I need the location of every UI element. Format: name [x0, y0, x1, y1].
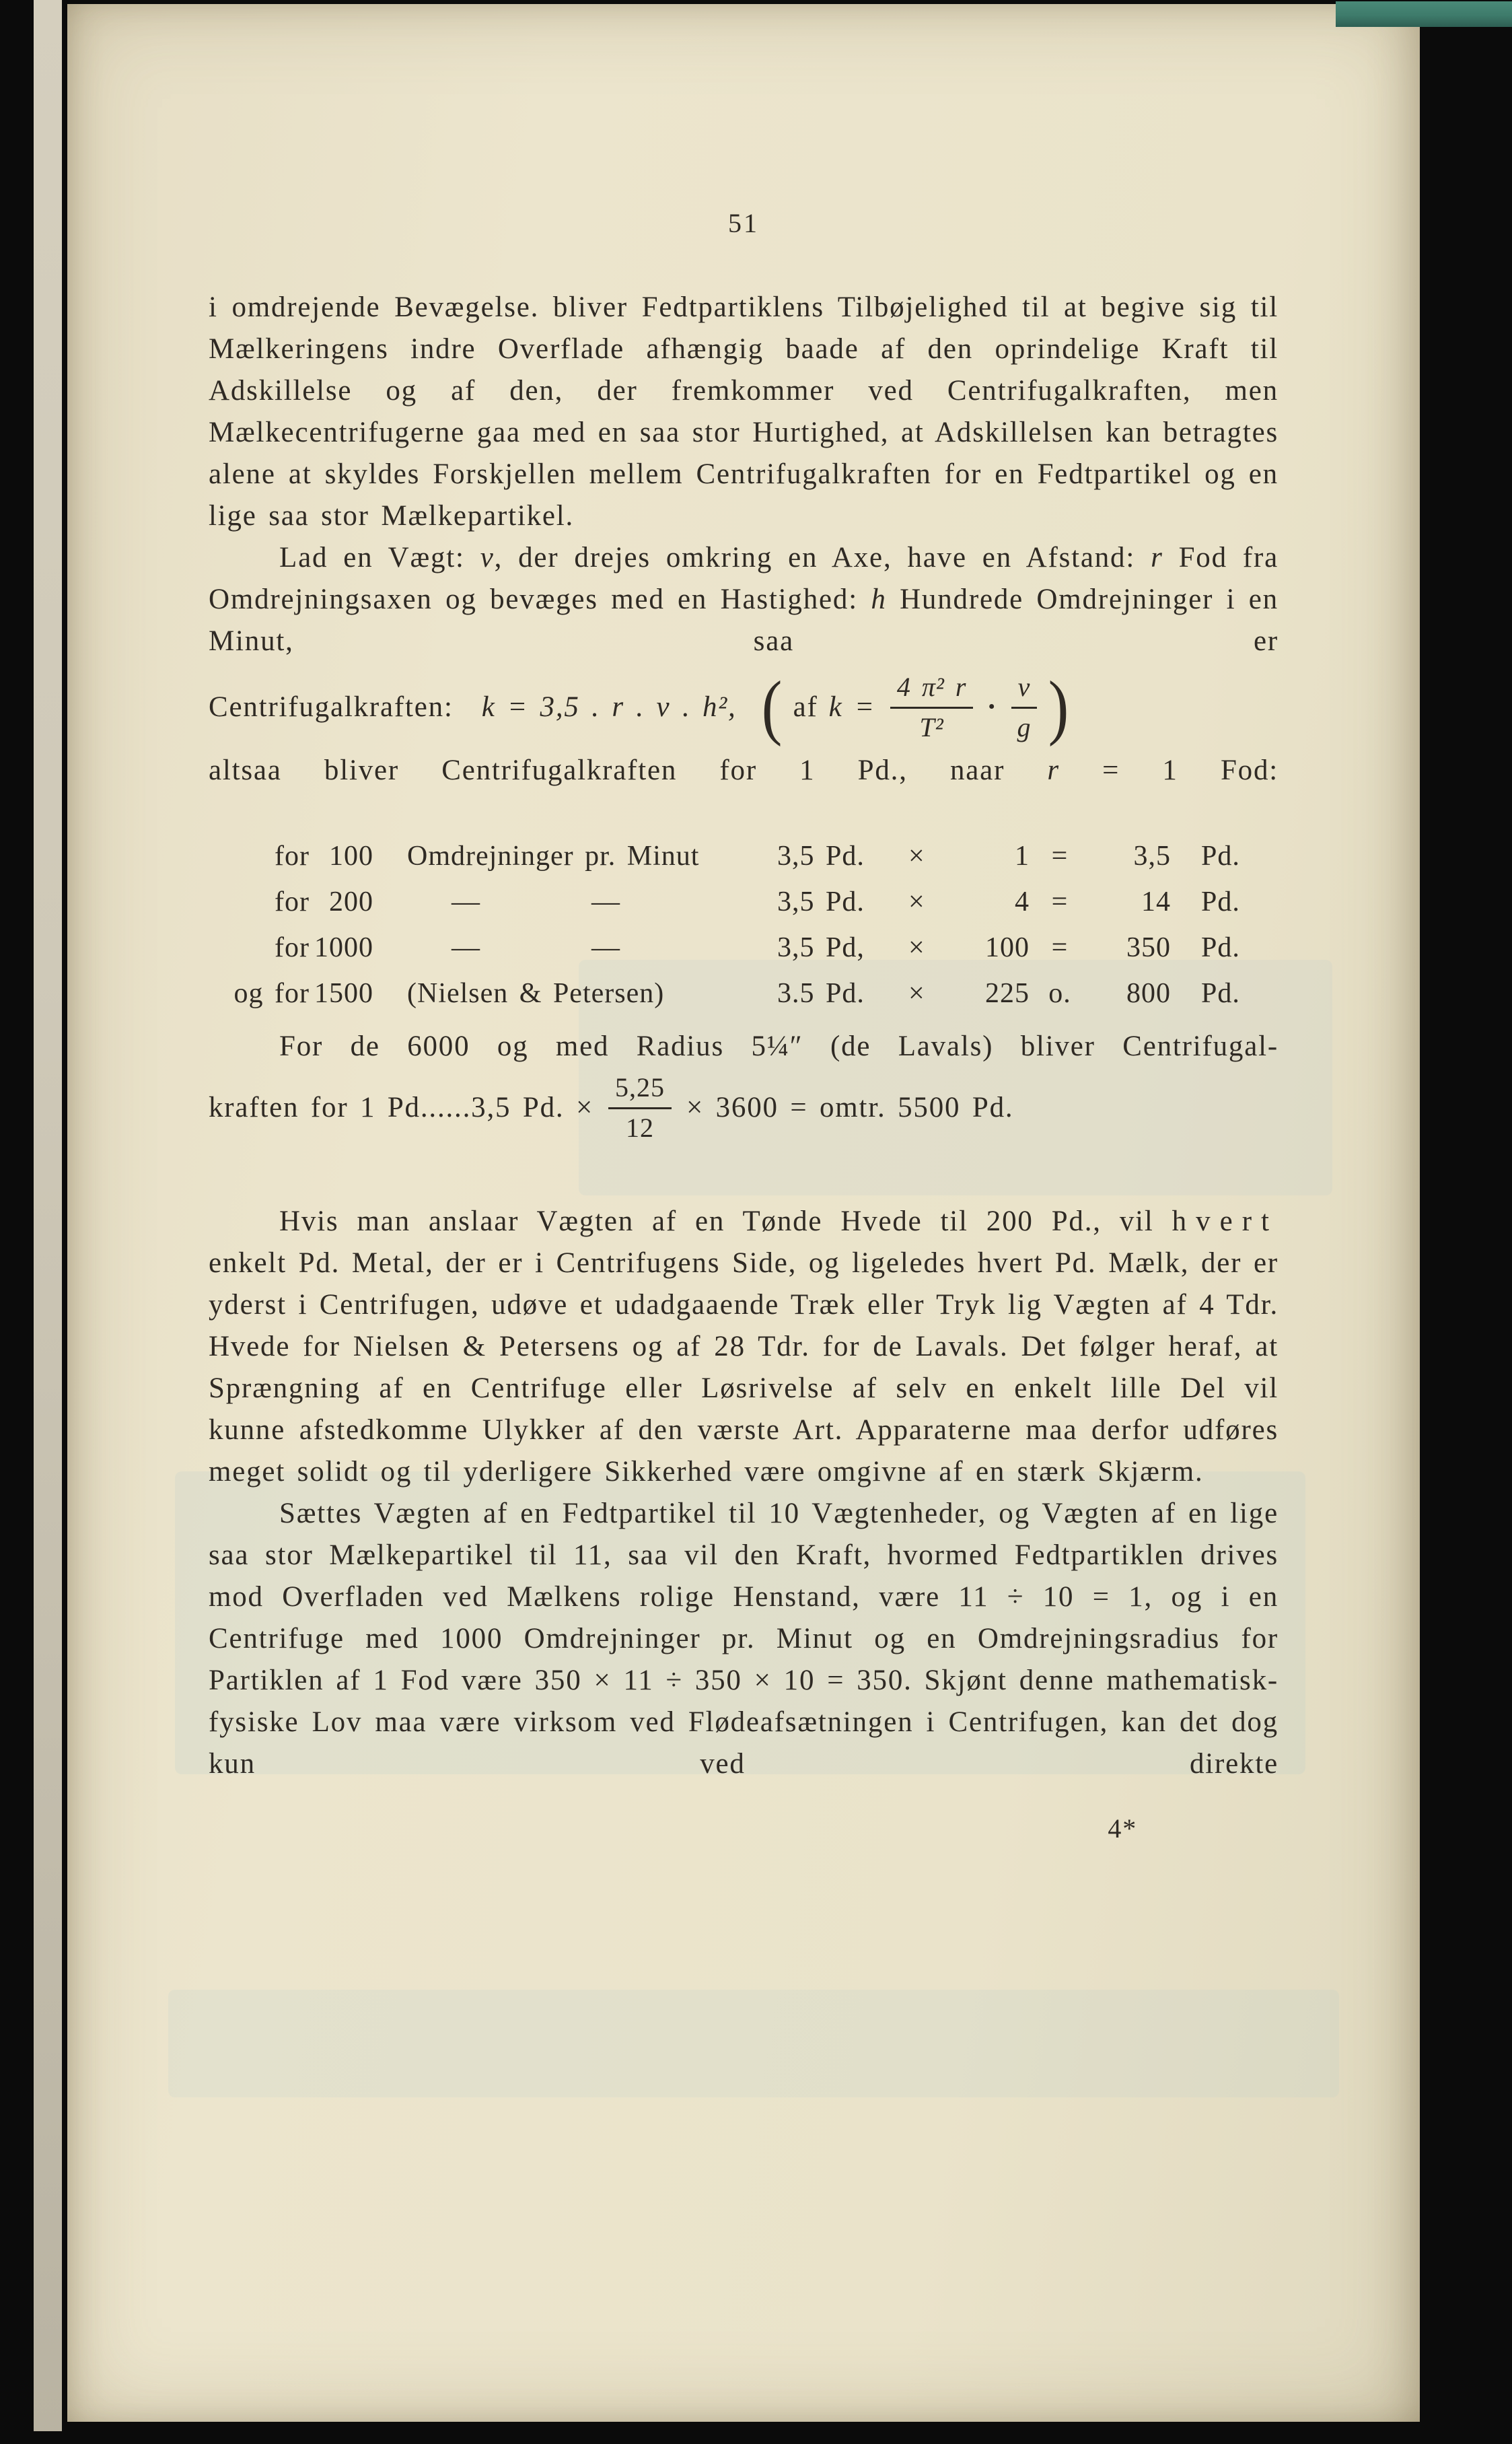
- cell-result: 800: [1126, 978, 1171, 1009]
- cell-multiplier: 225: [985, 978, 1030, 1009]
- paragraph-4: Sættes Vægten af en Fedtpartikel til 10 Vægtenheder, og Vægten af en lige saa stor Mælkepartikel til 11, saa vil den Kraft, hvormed Fedtpartiklen drives mod Overfladen ved Mælkens rolige Henstand, være 11 ÷ 10 = 1, og i en Centrifuge med 1000 Omdrejninger pr. Minut og en Omdrejningsradius for Partiklen af 1 Fod være 350 × 11 ÷ 350 × 10 = 350. Skjønt denne mathematisk-fysiske Lov maa være virksom ved Flødeafsætningen i Centrifugen, kan det dog kun ved direkte: [209, 1498, 1279, 1780]
- cell-times-sign: ×: [908, 932, 925, 963]
- formula-conclusion-line: [209, 750, 1279, 792]
- math-var-h: h: [871, 584, 887, 615]
- cell-prefix: og for: [233, 978, 310, 1009]
- math-var-r: r: [1151, 542, 1163, 573]
- scanned-page: [67, 4, 1420, 2422]
- fraction: [1011, 672, 1038, 743]
- cell-equals-sign: o.: [1048, 978, 1071, 1009]
- cell-result: 3,5: [1133, 841, 1171, 872]
- table-row: [209, 971, 1279, 1016]
- cell-base-force: 3,5 Pd,: [777, 932, 865, 963]
- fraction-numerator: 5,25: [608, 1072, 672, 1109]
- text-run: altsaa bliver Centrifugalkraften for 1 Pd., naar: [209, 755, 1048, 786]
- page-number: 51: [728, 208, 759, 238]
- formula-label: Centrifugalkraften:: [209, 691, 454, 723]
- page-edge-strip: [34, 0, 62, 2431]
- math-var-k: k =: [828, 691, 875, 723]
- fraction-denominator: g: [1017, 712, 1032, 742]
- cell-equals-sign: =: [1051, 886, 1069, 917]
- cell-multiplier: 100: [985, 932, 1030, 963]
- math-var-r: r: [1047, 755, 1060, 786]
- cell-prefix: for: [275, 932, 310, 963]
- text-run: Hundrede Omdrejninger i en Minut, saa er: [209, 584, 1279, 657]
- cell-description: — —: [407, 932, 620, 963]
- table-row: [209, 925, 1279, 971]
- cell-multiplier: 1: [1015, 841, 1030, 872]
- page-footer-mark: 4*: [1108, 1813, 1137, 1844]
- cell-rotations: 1000: [314, 932, 373, 963]
- cell-unit: Pd.: [1201, 841, 1240, 872]
- cell-base-force: 3,5 Pd.: [777, 886, 865, 917]
- text-run: = 1 Fod:: [1059, 755, 1279, 786]
- text-run: enkelt Pd. Metal, der er i Centrifugens Side, og ligeledes hvert Pd. Mælk, der er yderst i Centrifugen, udøve et udadgaaende Træk eller Tryk lig Vægten af 4 Tdr. Hvede for Nielsen & Petersens og af 28 Tdr. for de Lavals. Det følger heraf, at Sprængning af en Centrifuge eller Løsrivelse af selv en enkelt lille Del vil kunne afstedkomme Ulykker af den værste Art. Apparaterne maa derfor udføres meget solidt og til yderligere Sikkerhed være omgivne af en stærk Skjærm.: [209, 1247, 1279, 1488]
- fraction-numerator: v: [1011, 672, 1038, 709]
- cell-equals-sign: =: [1051, 841, 1069, 872]
- cell-prefix: for: [275, 841, 310, 872]
- cell-description: Omdrejninger pr. Minut: [407, 841, 700, 872]
- text-run: Hvis man anslaar Vægten af en Tønde Hvede til 200 Pd., vil: [279, 1206, 1172, 1237]
- formula-expression: k = 3,5 . r . v . h²,: [481, 691, 737, 723]
- table-row: [209, 833, 1279, 879]
- paragraph-3: [209, 1201, 1279, 1493]
- cell-description: — —: [407, 886, 620, 917]
- text-run: af: [793, 691, 818, 723]
- open-paren: (: [761, 667, 782, 747]
- cell-base-force: 3.5 Pd.: [777, 978, 865, 1009]
- math-var-v: v: [480, 542, 495, 573]
- formula-parenthetical: [793, 672, 1038, 743]
- cell-base-force: 3,5 Pd.: [777, 841, 865, 872]
- cell-equals-sign: =: [1051, 932, 1069, 963]
- text-run: Fod fra Omdrejningsaxen og bevæges med en Hastighed:: [209, 542, 1279, 615]
- fraction-denominator: 12: [626, 1113, 655, 1143]
- cell-times-sign: ×: [908, 841, 925, 872]
- cell-prefix: for: [275, 886, 310, 917]
- cell-times-sign: ×: [908, 978, 925, 1009]
- cell-multiplier: 4: [1015, 886, 1030, 917]
- fraction-numerator: 4 π² r: [890, 672, 974, 709]
- text-run: × 3600 = omtr. 5500 Pd.: [686, 1092, 1014, 1123]
- text-run: kraften for 1 Pd......3,5 Pd. ×: [209, 1092, 594, 1123]
- multiplication-dot: ·: [986, 691, 998, 723]
- cell-result: 350: [1126, 932, 1171, 963]
- fraction-denominator: T²: [919, 712, 944, 742]
- laval-line-1: For de 6000 og med Radius 5¼″ (de Lavals) bliver Centrifugal-: [279, 1031, 1279, 1062]
- text-run: Lad en Vægt:: [279, 542, 480, 573]
- paragraph-1: i omdrejende Bevægelse. bliver Fedtpartiklens Tilbøjelighed til at begive sig til Mælkeringens indre Overflade afhængig baade af den oprindelige Kraft til Adskillelse og af den, der fremkommer ved Centrifugalkraften, men Mælkecentrifugerne gaa med en saa stor Hurtighed, at Adskillelsen kan betragtes alene at skyldes Forskjellen mellem Centrifugalkraften for en Fedtpartikel og en lige saa stor Mælkepartikel.: [209, 291, 1279, 532]
- cell-unit: Pd.: [1201, 932, 1240, 963]
- cell-rotations: 200: [329, 886, 373, 917]
- cell-description: (Nielsen & Petersen): [407, 978, 665, 1009]
- cell-rotations: 100: [329, 841, 373, 872]
- emphasized-word: hvert: [1172, 1206, 1279, 1237]
- book-cover-edge: [1336, 1, 1512, 27]
- paragraph-2: [209, 537, 1279, 662]
- cell-rotations: 1500: [314, 978, 373, 1009]
- scan-artifact: [168, 1990, 1339, 2097]
- cell-unit: Pd.: [1201, 886, 1240, 917]
- cell-times-sign: ×: [908, 886, 925, 917]
- text-run: , der drejes omkring en Axe, have en Afstand:: [494, 542, 1151, 573]
- centrifugal-force-formula: [209, 668, 1279, 747]
- laval-calculation-line: [209, 1068, 1279, 1148]
- fraction: [608, 1072, 672, 1144]
- cell-result: 14: [1141, 886, 1171, 917]
- cell-unit: Pd.: [1201, 978, 1240, 1009]
- rotation-force-table: [209, 833, 1279, 1016]
- fraction: [890, 672, 974, 743]
- page-content: [209, 287, 1279, 1850]
- table-row: [209, 879, 1279, 925]
- close-paren: ): [1048, 667, 1069, 747]
